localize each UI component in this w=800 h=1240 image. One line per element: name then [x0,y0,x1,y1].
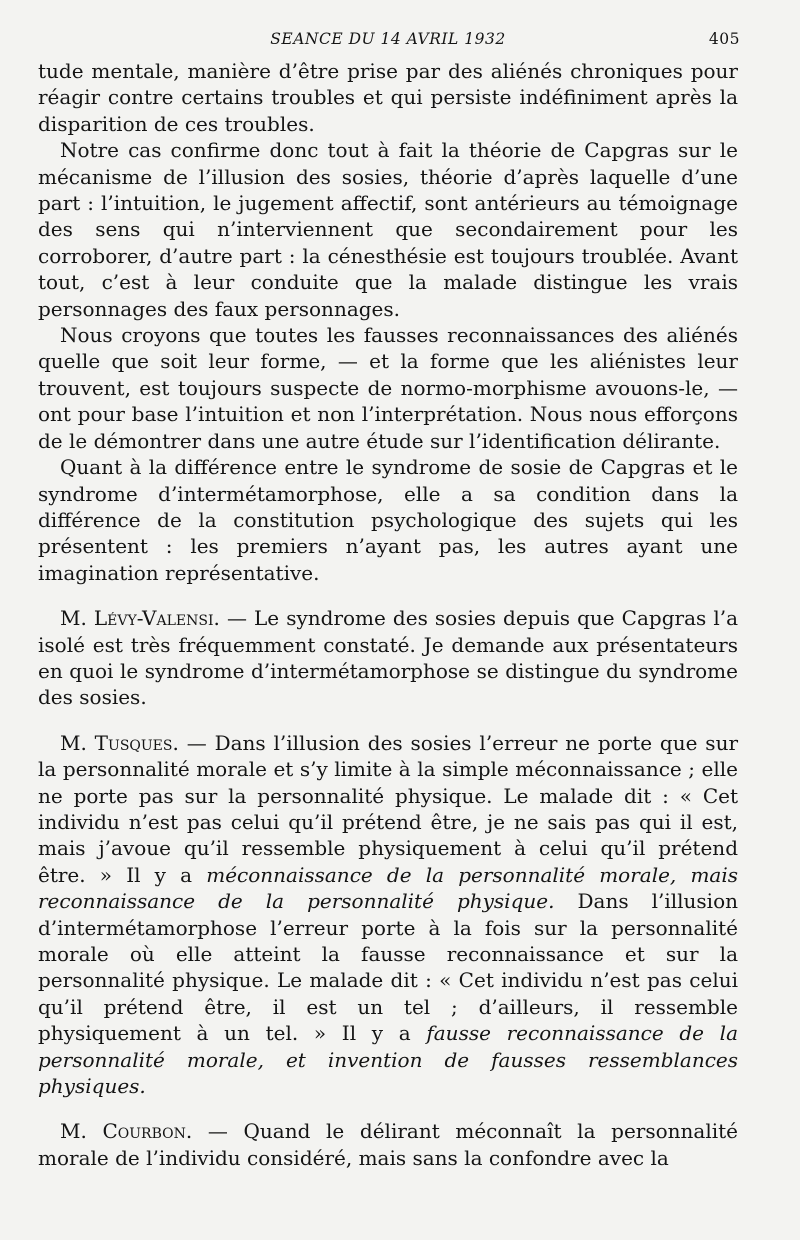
paragraph-text: Notre cas confirme donc tout à fait la théorie de Capgras sur le mécanisme de l’illusion des sosies, théorie d’après laquelle d’une part : l’intuition, le jugement affectif, sont antérieurs au témoignage des sens qui n’interviennent que secondairement pour les corroborer, d’autre part : la cénesthésie est toujours troublée. Avant tout, c’est à leur conduite que la malade distingue les vrais personnages des faux personnages. [38,138,738,321]
paragraph [38,58,738,137]
paragraph-text: Quant à la différence entre le syndrome de sosie de Capgras et le syndrome d’intermétamorphose, elle a sa condition dans la différence de la constitution psychologique des sujets qui les présentent : les premiers n’ayant pas, les autres ayant une imagination représentative. [38,455,738,585]
paragraph [38,322,738,454]
paragraph-text: tude mentale, manière d’être prise par des aliénés chroniques pour réagir contre certains troubles et qui persiste indéfiniment après la disparition de ces troubles. [38,59,738,136]
paragraph [38,605,738,711]
emphasized-text: fausse reconnaissance de la personnalité morale, et invention de fausses ressemblances physiques. [38,1021,739,1099]
paragraph [38,730,738,1100]
running-head [38,28,738,58]
speaker-name: M. Tusques. [60,730,179,755]
running-title: SEANCE DU 14 AVRIL 1932 [270,30,506,48]
speaker-name: M. Courbon. [60,1119,193,1144]
page-number: 405 [708,30,740,48]
paragraph [38,1118,738,1171]
emphasized-text: méconnaissance de la personnalité morale, mais reconnaissance de la personnalité physique. [38,862,739,914]
paragraph-text: — Dans l’illusion des sosies l’erreur ne porte que sur la personnalité morale et s’y limite à la simple méconnaissance ; elle ne porte pas sur la personnalité physique. Le malade dit : « Cet individu n’est pas celui qu’il prétend être, je ne sais pas qui il est, mais j’avoue qu’il ressemble physiquement à celui qu’il prétend être. » Il y a [38,730,739,887]
paragraph-text: Dans l’illusion d’intermétamorphose l’erreur porte à la fois sur la personnalité morale où elle atteint la fausse reconnaissance et sur la personnalité physique. Le malade dit : « Cet individu n’est pas celui qu’il prétend être, il est un tel ; d’ailleurs, il ressemble physiquement à un tel. » Il y a [38,889,739,1046]
paragraph [38,454,738,586]
paragraph-text: — Le syndrome des sosies depuis que Capgras l’a isolé est très fréquemment constaté. Je demande aux présentateurs en quoi le syndrome d’intermétamorphose se distingue du syndrome des sosies. [38,606,739,710]
body-text [38,58,738,1171]
paragraph-text: — Quand le délirant méconnaît la personnalité morale de l’individu considéré, mais sans la confondre avec la [38,1119,738,1170]
paragraph [38,137,738,322]
speaker-name: M. Lévy-Valensi. [60,606,220,631]
paragraph-text: Nous croyons que toutes les fausses reconnaissances des aliénés quelle que soit leur forme, — et la forme que les aliénistes leur trouvent, est toujours suspecte de normo-morphisme avouons-le, — ont pour base l’intuition et non l’interprétation. Nous nous efforçons de le démontrer dans une autre étude sur l’identification délirante. [38,323,738,453]
